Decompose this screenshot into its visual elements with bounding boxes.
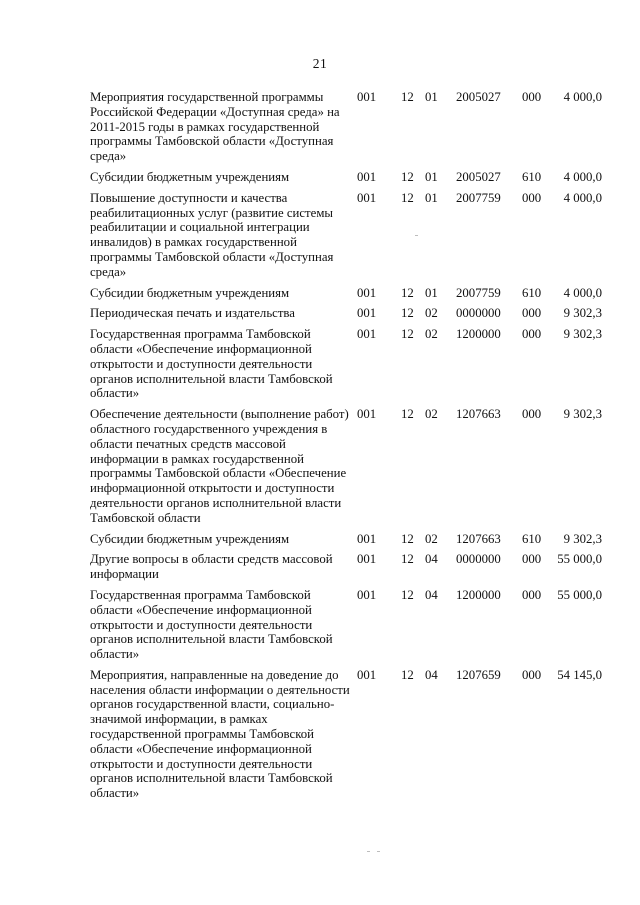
row-name: Государственная программа Тамбовской области «Обеспечение информационной открытости и доступности деятельности органов исполнительной власти Тамбовской области» bbox=[90, 587, 333, 662]
row-section-code: 12 bbox=[401, 169, 414, 184]
row-section-code: 12 bbox=[401, 407, 414, 422]
row-section-code: 12 bbox=[401, 531, 414, 546]
row-expense-type-code: 000 bbox=[522, 587, 542, 602]
scan-speck bbox=[367, 851, 370, 852]
row-ved-code: 001 bbox=[357, 531, 377, 546]
row-ved-code: 001 bbox=[357, 306, 377, 321]
row-expense-type-code: 000 bbox=[522, 90, 542, 104]
row-amount: 54 145,0 bbox=[557, 667, 602, 682]
row-ved-code: 001 bbox=[357, 90, 377, 104]
row-subsection-code: 04 bbox=[425, 587, 438, 602]
row-name: Повышение доступности и качества реабилитационных услуг (развитие системы реабилитации и социальной интеграции инвалидов) в рамках государственной программы Тамбовской области «Доступная среда» bbox=[90, 190, 334, 279]
row-subsection-code: 01 bbox=[425, 190, 438, 205]
row-subsection-code: 02 bbox=[425, 407, 438, 422]
table-row bbox=[90, 170, 602, 185]
row-ved-code: 001 bbox=[357, 327, 377, 342]
row-section-code: 12 bbox=[401, 285, 414, 300]
row-section-code: 12 bbox=[401, 552, 414, 567]
row-target-article-code: 1207663 bbox=[456, 407, 501, 422]
row-name: Периодическая печать и издательства bbox=[90, 306, 295, 321]
table-row bbox=[90, 552, 602, 582]
table-row bbox=[90, 327, 602, 401]
row-amount: 4 000,0 bbox=[563, 90, 602, 104]
row-expense-type-code: 000 bbox=[522, 667, 542, 682]
row-target-article-code: 1200000 bbox=[456, 327, 501, 342]
row-subsection-code: 01 bbox=[425, 169, 438, 184]
row-ved-code: 001 bbox=[357, 407, 377, 422]
row-subsection-code: 01 bbox=[425, 285, 438, 300]
row-section-code: 12 bbox=[401, 306, 414, 321]
row-expense-type-code: 000 bbox=[522, 327, 542, 342]
row-section-code: 12 bbox=[401, 667, 414, 682]
row-target-article-code: 0000000 bbox=[456, 306, 501, 321]
row-subsection-code: 02 bbox=[425, 327, 438, 342]
row-ved-code: 001 bbox=[357, 190, 377, 205]
row-expense-type-code: 000 bbox=[522, 306, 542, 321]
row-expense-type-code: 610 bbox=[522, 531, 542, 546]
table-row bbox=[90, 286, 602, 301]
table-row bbox=[90, 90, 602, 164]
row-target-article-code: 2005027 bbox=[456, 169, 501, 184]
row-section-code: 12 bbox=[401, 190, 414, 205]
scan-speck bbox=[377, 851, 380, 852]
row-target-article-code: 1207663 bbox=[456, 531, 501, 546]
row-expense-type-code: 000 bbox=[522, 190, 542, 205]
row-expense-type-code: 610 bbox=[522, 169, 542, 184]
scan-speck bbox=[415, 235, 418, 236]
row-expense-type-code: 000 bbox=[522, 407, 542, 422]
row-amount: 9 302,3 bbox=[563, 531, 602, 546]
row-section-code: 12 bbox=[401, 327, 414, 342]
row-name: Другие вопросы в области средств массовой информации bbox=[90, 552, 333, 582]
table-row bbox=[90, 668, 602, 801]
row-amount: 9 302,3 bbox=[563, 407, 602, 422]
budget-table bbox=[90, 90, 602, 807]
row-subsection-code: 01 bbox=[425, 90, 438, 104]
row-subsection-code: 02 bbox=[425, 531, 438, 546]
row-name: Мероприятия, направленные на доведение до населения области информации о деятельности органов государственной власти, социально-значимой информации, в рамках государственной программы Тамбовской области «Обеспечение информационной открытости и доступности деятельности органов исполнительной власти Тамбовской области» bbox=[90, 667, 350, 801]
row-target-article-code: 2005027 bbox=[456, 90, 501, 104]
row-name: Субсидии бюджетным учреждениям bbox=[90, 285, 290, 300]
row-expense-type-code: 000 bbox=[522, 552, 542, 567]
row-amount: 55 000,0 bbox=[557, 587, 602, 602]
table-row bbox=[90, 588, 602, 662]
row-section-code: 12 bbox=[401, 90, 414, 104]
row-name: Обеспечение деятельности (выполнение работ) областного государственного учреждения в области печатных средств массовой информации в рамках государственной программы Тамбовской области «Обеспечение информационной открытости и доступности деятельности органов исполнительной власти Тамбовской области bbox=[90, 407, 349, 525]
page-number: 21 bbox=[312, 56, 328, 71]
row-target-article-code: 2007759 bbox=[456, 285, 501, 300]
row-amount: 9 302,3 bbox=[563, 327, 602, 342]
table-row bbox=[90, 532, 602, 547]
row-target-article-code: 1207659 bbox=[456, 667, 501, 682]
row-target-article-code: 0000000 bbox=[456, 552, 501, 567]
row-target-article-code: 2007759 bbox=[456, 190, 501, 205]
row-amount: 4 000,0 bbox=[563, 169, 602, 184]
row-subsection-code: 04 bbox=[425, 667, 438, 682]
row-expense-type-code: 610 bbox=[522, 285, 542, 300]
row-ved-code: 001 bbox=[357, 285, 377, 300]
row-name: Мероприятия государственной программы Российской Федерации «Доступная среда» на 2011-2015 годы в рамках государственной программы Тамбовской области «Доступная среда» bbox=[90, 90, 340, 164]
row-subsection-code: 04 bbox=[425, 552, 438, 567]
row-section-code: 12 bbox=[401, 587, 414, 602]
row-ved-code: 001 bbox=[357, 169, 377, 184]
row-amount: 4 000,0 bbox=[563, 285, 602, 300]
row-target-article-code: 1200000 bbox=[456, 587, 501, 602]
row-name: Государственная программа Тамбовской области «Обеспечение информационной открытости и доступности деятельности органов исполнительной власти Тамбовской области» bbox=[90, 327, 333, 401]
row-ved-code: 001 bbox=[357, 587, 377, 602]
row-amount: 9 302,3 bbox=[563, 306, 602, 321]
row-subsection-code: 02 bbox=[425, 306, 438, 321]
table-row bbox=[90, 306, 602, 321]
row-ved-code: 001 bbox=[357, 667, 377, 682]
row-amount: 55 000,0 bbox=[557, 552, 602, 567]
row-name: Субсидии бюджетным учреждениям bbox=[90, 531, 290, 546]
table-row bbox=[90, 407, 602, 525]
table-row bbox=[90, 191, 602, 280]
row-ved-code: 001 bbox=[357, 552, 377, 567]
row-amount: 4 000,0 bbox=[563, 190, 602, 205]
row-name: Субсидии бюджетным учреждениям bbox=[90, 169, 290, 184]
